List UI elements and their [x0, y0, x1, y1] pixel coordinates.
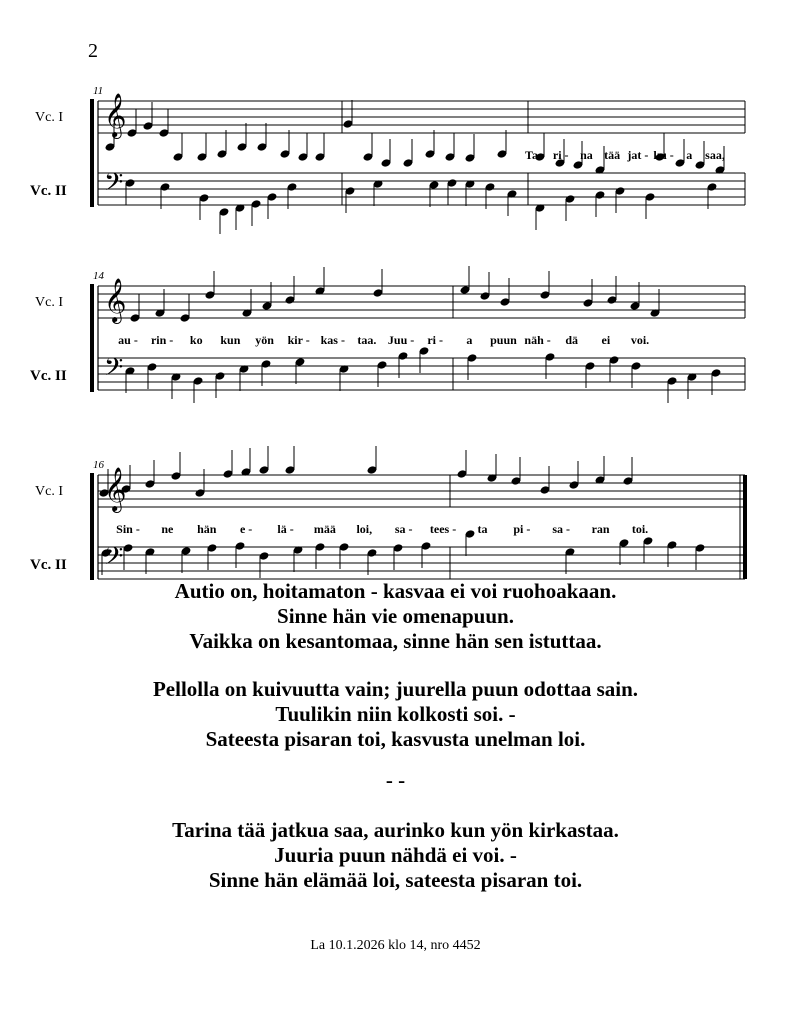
lyric-syllable: ta [477, 522, 488, 536]
separator-line: - - [385, 768, 406, 792]
lyric-syllable: dä [565, 333, 579, 347]
verse-line: Sinne hän vie omenapuun. [277, 604, 514, 628]
treble-clef: 𝄞 [104, 280, 127, 322]
lyric-syllable: voi. [630, 333, 650, 347]
verse-line: Tuulikin niin kolkosti soi. - [275, 702, 516, 726]
system-bracket [90, 284, 94, 392]
measure-number: 14 [93, 270, 104, 282]
lyric-syllable: tää [604, 148, 621, 162]
lyric-syllable: ko [189, 333, 203, 347]
lyric-syllable: sa - [394, 522, 413, 536]
staff-label-vc2: Vc. II [30, 368, 67, 384]
lyric-syllable: loi, [356, 522, 373, 536]
verse-2 [0, 677, 791, 752]
lyric-syllable: sa - [552, 522, 571, 536]
system-bracket [90, 473, 94, 580]
verse-1 [0, 579, 791, 654]
lyric-syllable: Juu - [387, 333, 415, 347]
system-bracket [90, 99, 94, 207]
lyric-syllable: lä - [277, 522, 294, 536]
lyric-syllable: a [466, 333, 473, 347]
verse-3 [0, 818, 791, 893]
lyric-syllable: kir - [287, 333, 310, 347]
lyric-syllable: a [686, 148, 693, 162]
lyric-syllable: hän [197, 522, 217, 536]
staff-label-vc2: Vc. II [30, 183, 67, 199]
staff-label-vc1: Vc. I [35, 484, 63, 499]
bass-clef: 𝄢 [104, 169, 124, 202]
verse-line: Tarina tää jatkua saa, aurinko kun yön kirkastaa. [172, 818, 619, 842]
final-barline-thick [743, 475, 747, 579]
lyric-syllable: puun [490, 333, 517, 347]
lyric-syllable: yön [255, 333, 274, 347]
lyric-syllable: ri - [427, 333, 444, 347]
verse-line: Sinne hän elämää loi, sateesta pisaran toi. [208, 868, 583, 892]
treble-clef: 𝄞 [104, 469, 127, 511]
lyric-syllable: saa, [705, 148, 725, 162]
lyric-syllable: kun [220, 333, 241, 347]
lyric-syllable: e - [239, 522, 253, 536]
footer-note: La 10.1.2026 klo 14, nro 4452 [310, 938, 481, 953]
page-number: 2 [88, 40, 98, 62]
lyric-syllable: ne [161, 522, 174, 536]
bass-clef: 𝄢 [104, 543, 124, 576]
lyric-syllable: mää [313, 522, 336, 536]
lyric-syllable: au - [118, 333, 138, 347]
lyric-syllable: ran [591, 522, 610, 536]
treble-clef: 𝄞 [104, 95, 127, 137]
measure-number: 11 [93, 85, 104, 97]
lyric-syllable: Sin - [116, 522, 140, 536]
measure-number: 16 [93, 459, 104, 471]
lyric-syllable: pi - [513, 522, 531, 536]
lyric-syllable: kas - [320, 333, 345, 347]
lyric-syllable: ri - [552, 148, 569, 162]
lyric-syllable: jat - [627, 148, 649, 162]
staff-label-vc2: Vc. II [30, 557, 67, 573]
verse-line: Vaikka on kesantomaa, sinne hän sen istuttaa. [189, 629, 602, 653]
lyric-syllable: näh - [524, 333, 551, 347]
verse-line: Autio on, hoitamaton - kasvaa ei voi ruohoakaan. [174, 579, 617, 603]
lyric-syllable: rin - [150, 333, 174, 347]
lyric-syllable: tees - [429, 522, 457, 536]
lyric-syllable: taa. [357, 333, 377, 347]
score-system [90, 99, 745, 234]
lyric-syllable: ku - [653, 148, 674, 162]
lyric-syllable: Ta - [525, 148, 545, 162]
verse-line: Juuria puun nähdä ei voi. - [274, 843, 517, 867]
verse-line: Pellolla on kuivuutta vain; juurella puun odottaa sain. [152, 677, 639, 701]
score-system [90, 446, 747, 580]
verse-line: Sateesta pisaran toi, kasvusta unelman loi. [205, 727, 586, 751]
staff-label-vc1: Vc. I [35, 110, 63, 125]
staff-label-vc1: Vc. I [35, 295, 63, 310]
bass-clef: 𝄢 [104, 354, 124, 387]
verse-separator [0, 768, 791, 793]
lyric-syllable: toi. [631, 522, 649, 536]
lyric-syllable: na [580, 148, 593, 162]
lyric-syllable: ei [601, 333, 611, 347]
